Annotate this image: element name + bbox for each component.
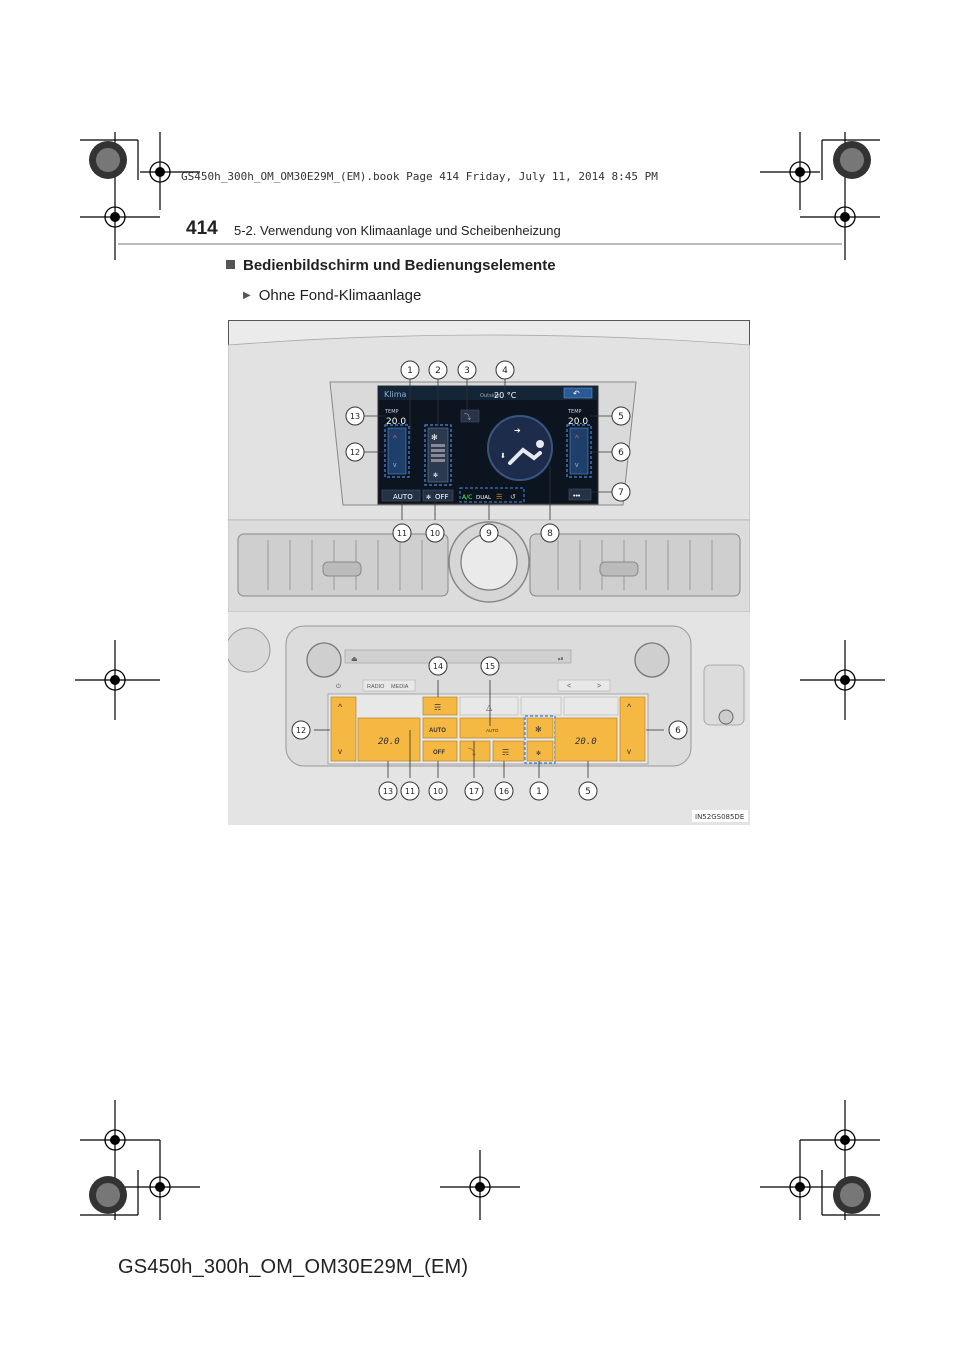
back-arrow-icon: ↶: [573, 389, 580, 398]
chevron-down-icon: v: [338, 747, 342, 756]
screen-outside-label: Outside: [480, 393, 500, 399]
seek-forward-icon: >: [597, 683, 602, 690]
callout-10: 10: [429, 529, 441, 538]
page-number: 414: [186, 218, 218, 239]
chevron-down-icon: v: [393, 462, 397, 469]
chevron-up-icon: ^: [338, 702, 343, 712]
screen-ac-label: A/C: [462, 494, 473, 501]
chevron-down-icon: v: [627, 747, 631, 756]
recirculation-icon: ↺: [510, 494, 516, 501]
screen-dual-label: DUAL: [476, 495, 492, 501]
climate-control-illustration: [228, 320, 750, 825]
screen-outside-temp: 20 °C: [494, 391, 517, 400]
callout-10-panel: 10: [432, 787, 444, 796]
fan-icon: ✻: [535, 725, 542, 734]
airflow-upper-arrow-icon: ➔: [514, 426, 521, 435]
panel-temp-left-updown[interactable]: [331, 697, 356, 761]
panel-off-label: OFF: [433, 750, 445, 756]
panel-auto-label: AUTO: [429, 728, 446, 734]
callout-6: 6: [618, 448, 624, 458]
disc-slot: [345, 650, 571, 663]
power-icon: ⏻: [336, 684, 341, 690]
figure-code: IN52GS085DE: [695, 813, 745, 821]
chevron-up-icon: ^: [393, 434, 397, 443]
callout-11: 11: [396, 529, 408, 538]
seek-back-icon: <: [567, 683, 572, 690]
screen-temp-right-control[interactable]: [570, 428, 588, 474]
airbag-indicator: [564, 697, 618, 715]
panel-temp-left: 20.0: [378, 737, 400, 747]
callout-3: 3: [464, 366, 470, 376]
hazard-icon: △: [486, 703, 493, 712]
screen-temp-label-left: TEMP: [385, 409, 399, 415]
callout-12: 12: [349, 448, 361, 457]
fan-icon: ✻: [426, 495, 432, 501]
airflow-mode-icon: ⤵: [464, 414, 471, 421]
panel-temp-right-updown[interactable]: [620, 697, 645, 761]
callout-13-panel: 13: [382, 787, 394, 796]
airflow-icon: ⤵: [468, 748, 476, 757]
callout-12-panel: 12: [295, 726, 307, 735]
callout-8: 8: [547, 529, 553, 539]
callout-9: 9: [486, 529, 492, 539]
sub-heading: [243, 287, 421, 304]
screen-more-label: •••: [573, 493, 581, 500]
info-button[interactable]: [521, 697, 561, 715]
front-defroster-icon: ☴: [434, 703, 442, 712]
callout-5: 5: [618, 412, 624, 422]
panel-auto-small-label: AUTO: [486, 728, 499, 733]
airflow-foot-arrow-icon: ⬇: [500, 453, 506, 460]
square-bullet-icon: [226, 260, 235, 269]
triangle-bullet-icon: ▶: [243, 290, 251, 301]
callout-13: 13: [349, 412, 361, 421]
radio-label: RADIO: [367, 684, 385, 690]
callout-7: 7: [618, 488, 624, 498]
screen-temp-right: 20.0: [568, 417, 589, 427]
media-label: MEDIA: [391, 684, 409, 690]
callout-15: 15: [484, 662, 496, 671]
callout-1: 1: [407, 366, 413, 376]
header-rule: [118, 243, 842, 245]
chevron-up-icon: ^: [627, 702, 632, 712]
section-title: 5-2. Verwendung von Klimaanlage und Scheibenheizung: [234, 223, 561, 238]
screen-title: Klima: [384, 390, 407, 399]
callout-17: 17: [468, 787, 480, 796]
screen-temp-label-right: TEMP: [568, 409, 582, 415]
chevron-down-icon: v: [575, 462, 579, 469]
callout-14: 14: [432, 662, 444, 671]
fan-low-icon: ✻: [536, 751, 542, 757]
screen-auto-label: AUTO: [393, 493, 413, 501]
screen-fan-off-label: OFF: [435, 493, 449, 501]
right-knob[interactable]: [635, 643, 669, 677]
seek-buttons[interactable]: [558, 680, 610, 691]
section-heading-text: Bedienbildschirm und Bedienungselemente: [243, 257, 556, 274]
section-heading: [226, 257, 556, 274]
callout-5-panel: 5: [585, 787, 591, 797]
callout-4: 4: [502, 366, 508, 376]
callout-2: 2: [435, 366, 441, 376]
fan-low-icon: ✻: [433, 473, 439, 479]
callout-6-panel: 6: [675, 726, 681, 736]
eject-icon: ⏏: [351, 656, 358, 663]
sub-heading-text: Ohne Fond-Klimaanlage: [258, 287, 422, 304]
rear-defogger-icon: ☴: [502, 748, 510, 757]
screen-temp-left: 20.0: [386, 417, 407, 427]
panel-temp-right: 20.0: [575, 737, 597, 747]
callout-1-panel: 1: [536, 787, 542, 797]
book-info: GS450h_300h_OM_OM30E29M_(EM).book Page 414 Friday, July 11, 2014 8:45 PM: [181, 170, 658, 183]
left-knob[interactable]: [307, 643, 341, 677]
footer-document-id: GS450h_300h_OM_OM30E29M_(EM): [118, 1256, 469, 1278]
chevron-up-icon: ^: [575, 434, 579, 443]
play-pause-icon: ⏯: [558, 656, 564, 663]
defroster-icon: ☴: [496, 494, 503, 501]
callout-11-panel: 11: [404, 787, 416, 796]
callout-16: 16: [498, 787, 510, 796]
screen-temp-left-control[interactable]: [388, 428, 406, 474]
fan-icon: ✻: [431, 433, 438, 442]
